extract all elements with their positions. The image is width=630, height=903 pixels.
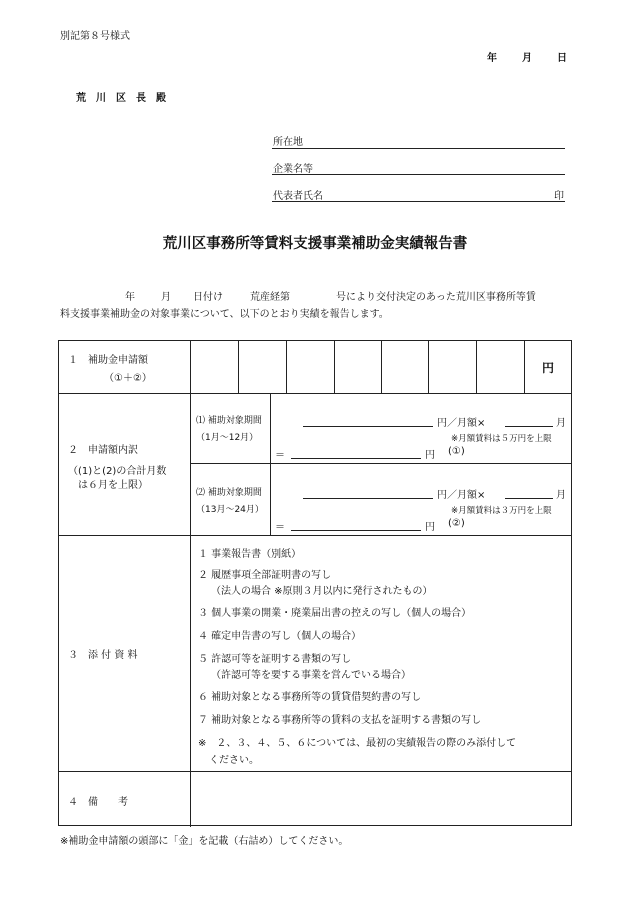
addressee: 荒 川 区 長 殿: [76, 93, 166, 104]
period2-months-unit: 月: [556, 490, 566, 501]
period2-months-blank[interactable]: [505, 498, 553, 499]
footnote: ※補助金申請額の頭部に「金」を記載（右詰め）してください。: [60, 836, 349, 847]
attachment-item: （法人の場合 ※原則３月以内に発行されたもの）: [211, 586, 433, 597]
report-table: [58, 340, 572, 826]
attachment-item: ４ 確定申告書の写し（個人の場合）: [198, 631, 362, 642]
period1-months-blank[interactable]: [505, 426, 553, 427]
date-year: 年: [487, 53, 497, 64]
period2-total-blank[interactable]: [291, 530, 421, 531]
row3-label: ３ 添 付 資 料: [68, 650, 138, 661]
period2-rate-text: 円／月額×: [437, 490, 486, 501]
period2-yen: 円: [425, 522, 435, 533]
period2-cap-note: ※月額賃料は３万円を上限: [451, 506, 552, 516]
attachment-item: ６ 補助対象となる事務所等の賃貸借契約書の写し: [198, 692, 422, 703]
period1-label: ⑴ 補助対象期間: [196, 416, 262, 426]
intro-date-suffix: 日付け: [193, 292, 223, 303]
company-label: 企業名等: [273, 164, 313, 175]
date-day: 日: [557, 53, 567, 64]
digit-cell-divider: [334, 341, 335, 393]
company-line[interactable]: [272, 174, 565, 175]
period1-rate-blank[interactable]: [303, 426, 433, 427]
row2-note-2: は６月を上限）: [78, 480, 148, 491]
digit-cell-divider: [286, 341, 287, 393]
digit-cell-divider: [381, 341, 382, 393]
period1-range: （1月～12月）: [196, 433, 259, 443]
form-id: 別記第８号様式: [60, 31, 130, 42]
attachment-item: （許認可等を要する事業を営んでいる場合）: [211, 670, 411, 681]
period1-equals: ＝: [275, 450, 285, 461]
representative-line[interactable]: [272, 201, 565, 202]
row4-label: ４ 備 考: [68, 797, 128, 808]
intro-line-2: 料支援事業補助金の対象事業について、以下のとおり実績を報告します。: [60, 309, 389, 320]
period1-ref: (①): [448, 446, 465, 457]
row2-note-1: （(1)と(2)の合計月数: [68, 466, 167, 477]
attachment-note: ※ ２、３、４、５、６については、最初の実績報告の際のみ添付して: [198, 738, 517, 749]
label-column-divider: [190, 341, 191, 827]
address-line[interactable]: [272, 148, 565, 149]
row1-sub: （①＋②）: [104, 373, 152, 384]
representative-label: 代表者氏名: [273, 191, 323, 202]
row-divider: [59, 393, 571, 394]
intro-ref-suffix: 号により交付決定のあった荒川区事務所等賃: [336, 292, 536, 303]
remarks-field[interactable]: [194, 775, 568, 823]
period1-rate-text: 円／月額×: [437, 418, 486, 429]
attachment-item: ７ 補助対象となる事務所等の賃料の支払を証明する書類の写し: [198, 715, 482, 726]
document-title: 荒川区事務所等賃料支援事業補助金実績報告書: [162, 236, 468, 252]
date-month: 月: [522, 53, 532, 64]
period-divider: [190, 463, 571, 464]
seal-mark: 印: [554, 191, 564, 202]
period1-cap-note: ※月額賃料は５万円を上限: [451, 434, 552, 444]
digit-cell-divider: [476, 341, 477, 393]
attachment-item: １ 事業報告書（別紙）: [198, 549, 302, 560]
address-label: 所在地: [273, 137, 303, 148]
period2-rate-blank[interactable]: [303, 498, 433, 499]
row1-label: １ 補助金申請額: [68, 355, 148, 366]
period1-total-blank[interactable]: [291, 458, 421, 459]
period-column-divider: [270, 393, 271, 535]
row-divider: [59, 535, 571, 536]
attachment-note: ください。: [209, 755, 259, 766]
digit-cell-divider: [524, 341, 525, 393]
attachment-item: ３ 個人事業の開業・廃業届出書の控えの写し（個人の場合）: [198, 608, 472, 619]
attachment-item: ５ 許認可等を証明する書類の写し: [198, 654, 352, 665]
attachment-item: ２ 履歴事項全部証明書の写し: [198, 570, 332, 581]
period1-yen: 円: [425, 450, 435, 461]
digit-cell-divider: [428, 341, 429, 393]
period2-label: ⑵ 補助対象期間: [196, 488, 262, 498]
digit-cell-divider: [238, 341, 239, 393]
row-divider: [59, 771, 571, 772]
intro-year: 年: [125, 292, 135, 303]
period1-months-unit: 月: [556, 418, 566, 429]
row1-yen-unit: 円: [542, 361, 555, 375]
intro-ref-prefix: 荒産経第: [250, 292, 290, 303]
row2-label: ２ 申請額内訳: [68, 445, 138, 456]
period2-ref: (②): [448, 518, 465, 529]
intro-month: 月: [161, 292, 171, 303]
period2-range: （13月～24月）: [196, 505, 264, 515]
period2-equals: ＝: [275, 522, 285, 533]
